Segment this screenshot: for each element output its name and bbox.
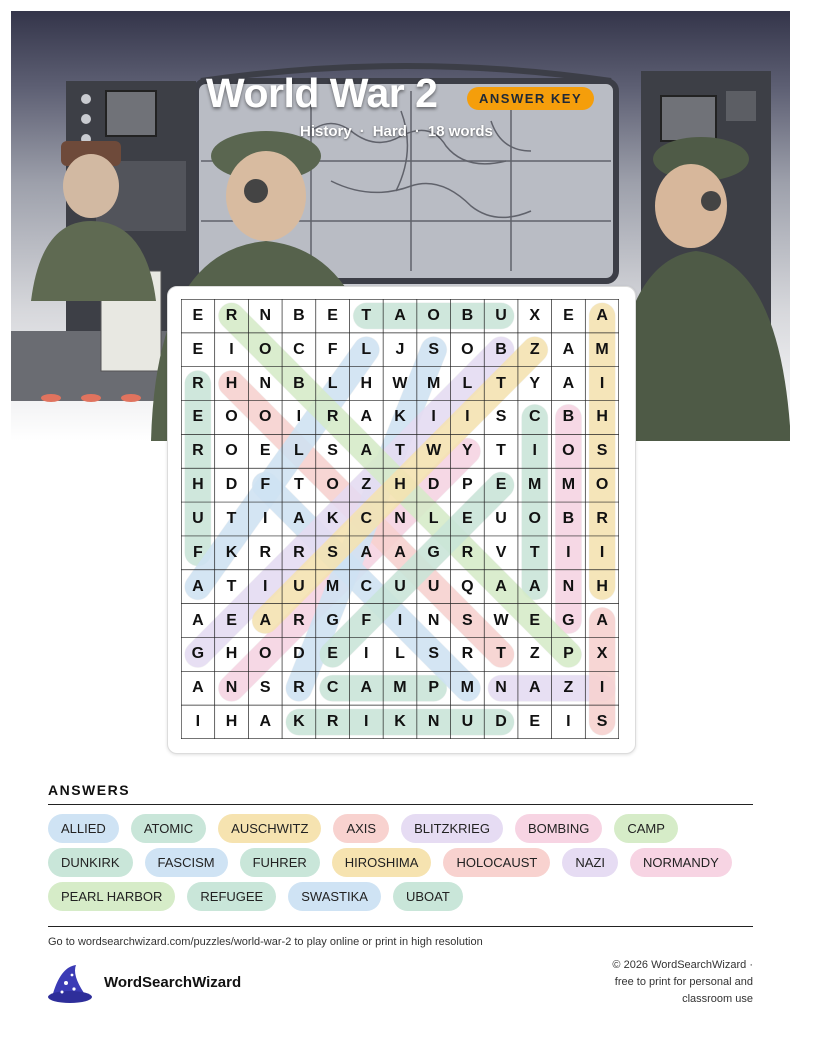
wizard-hat-icon bbox=[46, 963, 94, 1005]
grid-cell: F bbox=[260, 476, 271, 494]
grid-cell: E bbox=[327, 645, 338, 663]
grid-cell: G bbox=[191, 645, 205, 663]
grid-cell: L bbox=[361, 340, 372, 358]
brand-name: WordSearchWizard bbox=[104, 974, 242, 991]
grid-cell: J bbox=[395, 340, 405, 358]
grid-cell: N bbox=[427, 713, 440, 731]
grid-cell: P bbox=[462, 476, 473, 494]
difficulty-label: Hard bbox=[372, 123, 407, 140]
divider bbox=[48, 804, 753, 805]
grid-cell: R bbox=[461, 645, 474, 663]
grid-cell: R bbox=[293, 543, 305, 561]
copyright-text bbox=[560, 957, 753, 1008]
footer-url-text: Go to wordsearchwizard.com/puzzles/world-war-2 to play online or print in high resolution bbox=[48, 936, 483, 948]
grid-cell: I bbox=[397, 611, 403, 629]
grid-cell: O bbox=[595, 476, 609, 494]
grid-cell: R bbox=[259, 543, 271, 561]
grid-cell: U bbox=[293, 577, 305, 595]
grid-cell: P bbox=[428, 679, 439, 697]
grid-cell: C bbox=[360, 577, 373, 595]
grid-cell: L bbox=[395, 645, 405, 663]
grid-cell: N bbox=[427, 611, 440, 629]
grid-cell: I bbox=[262, 509, 268, 527]
grid-cell: U bbox=[427, 577, 440, 595]
grid-cell: F bbox=[361, 611, 372, 629]
grid-cell: H bbox=[225, 645, 238, 663]
answer-word: REFUGEE bbox=[187, 882, 276, 911]
answer-word: HIROSHIMA bbox=[332, 848, 432, 877]
grid-cell: Z bbox=[529, 645, 540, 663]
grid-cell: I bbox=[229, 340, 234, 358]
meta-separator: · bbox=[414, 123, 420, 140]
grid-cell: B bbox=[495, 340, 507, 358]
grid-cell: I bbox=[599, 543, 605, 561]
grid-cell: Q bbox=[461, 577, 474, 595]
grid-cell: C bbox=[528, 408, 541, 426]
answer-word: FUHRER bbox=[240, 848, 320, 877]
meta-separator: · bbox=[359, 123, 365, 140]
grid-cell: I bbox=[195, 713, 201, 731]
grid-cell: A bbox=[596, 611, 608, 629]
grid-cell: S bbox=[259, 679, 271, 697]
grid-cell: K bbox=[394, 408, 406, 426]
grid-cell: B bbox=[562, 408, 575, 426]
grid-cell: I bbox=[599, 679, 605, 697]
grid-cell: A bbox=[192, 577, 204, 595]
grid-cell: I bbox=[364, 645, 369, 663]
grid-cell: C bbox=[293, 340, 305, 358]
grid-cell: T bbox=[496, 442, 506, 460]
grid-cell: E bbox=[529, 713, 541, 731]
grid-cell: A bbox=[562, 374, 575, 392]
grid-cell: A bbox=[192, 679, 204, 697]
grid-cell: R bbox=[192, 374, 204, 392]
grid-cell: R bbox=[293, 679, 305, 697]
grid-cell: E bbox=[192, 408, 204, 426]
grid-cell: C bbox=[360, 509, 373, 527]
grid-cell: R bbox=[293, 611, 305, 629]
grid-cell: I bbox=[262, 577, 268, 595]
grid-cell: Z bbox=[361, 476, 372, 494]
grid-cell: O bbox=[528, 509, 541, 527]
grid-cell: L bbox=[327, 374, 338, 392]
grid-cell: S bbox=[327, 543, 338, 561]
grid-cell: W bbox=[426, 442, 442, 460]
grid-cell: O bbox=[326, 476, 339, 494]
grid-cell: Y bbox=[529, 374, 541, 392]
grid-cell: U bbox=[495, 509, 507, 527]
grid-cell: A bbox=[360, 408, 373, 426]
grid-cell: O bbox=[225, 442, 238, 460]
grid-cell: A bbox=[562, 340, 575, 358]
grid-cell: A bbox=[192, 611, 204, 629]
grid-cell: I bbox=[599, 374, 605, 392]
grid-cell: I bbox=[364, 713, 369, 731]
grid-cell: T bbox=[496, 374, 506, 392]
puzzle-meta bbox=[300, 123, 493, 140]
grid-letters bbox=[181, 299, 619, 739]
grid-cell: H bbox=[596, 408, 608, 426]
answer-key-badge: ANSWER KEY bbox=[467, 87, 594, 110]
grid-cell: M bbox=[528, 476, 542, 494]
grid-cell: S bbox=[495, 408, 507, 426]
grid-cell: T bbox=[529, 543, 540, 561]
grid-cell: U bbox=[495, 306, 507, 324]
grid-cell: T bbox=[226, 577, 237, 595]
grid-cell: S bbox=[462, 611, 473, 629]
answer-word: BOMBING bbox=[515, 814, 602, 843]
grid-cell: I bbox=[431, 408, 436, 426]
grid-cell: A bbox=[293, 509, 305, 527]
answer-word: AXIS bbox=[333, 814, 389, 843]
grid-cell: N bbox=[394, 509, 406, 527]
grid-cell: R bbox=[326, 408, 339, 426]
grid-cell: A bbox=[528, 577, 541, 595]
answer-word: BLITZKRIEG bbox=[401, 814, 503, 843]
grid-cell: I bbox=[532, 442, 537, 460]
grid-cell: P bbox=[563, 645, 574, 663]
grid-cell: O bbox=[258, 340, 272, 358]
grid-cell: E bbox=[529, 611, 541, 629]
grid-cell: N bbox=[259, 306, 271, 324]
grid-cell: B bbox=[461, 306, 474, 324]
grid-cell: A bbox=[259, 713, 271, 731]
grid-cell: H bbox=[225, 374, 238, 392]
answer-word: HOLOCAUST bbox=[443, 848, 550, 877]
grid-cell: K bbox=[394, 713, 406, 731]
answer-word: AUSCHWITZ bbox=[218, 814, 321, 843]
grid-cell: E bbox=[259, 442, 271, 460]
grid-cell: D bbox=[225, 476, 238, 494]
grid-cell: M bbox=[325, 577, 340, 595]
grid-cell: H bbox=[192, 476, 204, 494]
grid-cell: S bbox=[428, 645, 439, 663]
grid-cell: T bbox=[496, 645, 506, 663]
word-search-grid bbox=[181, 299, 619, 739]
grid-cell: L bbox=[294, 442, 304, 460]
grid-cell: V bbox=[495, 543, 507, 561]
grid-cell: I bbox=[566, 713, 571, 731]
grid-cell: Z bbox=[563, 679, 574, 697]
grid-cell: S bbox=[428, 340, 439, 358]
grid-cell: G bbox=[427, 543, 440, 561]
grid-cell: U bbox=[192, 509, 204, 527]
grid-cell: R bbox=[192, 442, 204, 460]
copyright-line: classroom use bbox=[682, 993, 753, 1005]
grid-cell: S bbox=[327, 442, 338, 460]
grid-cell: Y bbox=[462, 442, 473, 460]
answer-word: SWASTIKA bbox=[288, 882, 381, 911]
grid-cell: R bbox=[596, 509, 608, 527]
grid-cell: H bbox=[360, 374, 373, 392]
grid-cell: R bbox=[461, 543, 474, 561]
grid-cell: A bbox=[360, 442, 373, 460]
answer-word: UBOAT bbox=[393, 882, 463, 911]
grid-cell: L bbox=[462, 374, 473, 392]
grid-cell: O bbox=[562, 442, 575, 460]
divider bbox=[48, 926, 753, 927]
grid-cell: L bbox=[428, 509, 439, 527]
grid-cell: A bbox=[360, 543, 373, 561]
grid-cell: I bbox=[465, 408, 470, 426]
grid-cell: A bbox=[394, 306, 406, 324]
grid-cell: T bbox=[226, 509, 237, 527]
grid-cell: H bbox=[225, 713, 238, 731]
answer-word: ATOMIC bbox=[131, 814, 206, 843]
grid-cell: M bbox=[426, 374, 441, 392]
grid-cell: F bbox=[192, 543, 203, 561]
grid-cell: N bbox=[495, 679, 507, 697]
grid-cell: D bbox=[427, 476, 440, 494]
grid-cell: E bbox=[192, 340, 204, 358]
grid-cell: T bbox=[395, 442, 405, 460]
grid-cell: A bbox=[259, 611, 271, 629]
grid-cell: E bbox=[226, 611, 237, 629]
grid-cell: R bbox=[326, 713, 339, 731]
grid-cell: K bbox=[293, 713, 305, 731]
grid-cell: F bbox=[327, 340, 338, 358]
answer-word: NAZI bbox=[562, 848, 618, 877]
grid-cell: N bbox=[562, 577, 575, 595]
answer-word: PEARL HARBOR bbox=[48, 882, 175, 911]
grid-cell: E bbox=[192, 306, 204, 324]
word-count-label: 18 words bbox=[427, 123, 493, 140]
answer-word: NORMANDY bbox=[630, 848, 732, 877]
grid-cell: I bbox=[296, 408, 302, 426]
grid-cell: N bbox=[225, 679, 238, 697]
grid-cell: R bbox=[225, 306, 238, 324]
grid-cell: B bbox=[562, 509, 575, 527]
category-label: History bbox=[300, 123, 352, 140]
grid-cell: H bbox=[596, 577, 608, 595]
grid-cell: X bbox=[596, 645, 608, 663]
answer-word: ALLIED bbox=[48, 814, 119, 843]
grid-cell: T bbox=[361, 306, 372, 324]
copyright-line: © 2026 WordSearchWizard · bbox=[612, 959, 753, 971]
answer-word: CAMP bbox=[614, 814, 678, 843]
grid-cell: S bbox=[596, 442, 608, 460]
grid-cell: B bbox=[293, 374, 305, 392]
grid-cell: O bbox=[258, 408, 272, 426]
answers-heading: ANSWERS bbox=[48, 782, 131, 798]
grid-cell: A bbox=[528, 679, 541, 697]
grid-cell: M bbox=[595, 340, 609, 358]
grid-cell: B bbox=[293, 306, 305, 324]
grid-cell: A bbox=[495, 577, 507, 595]
grid-cell: X bbox=[529, 306, 541, 324]
grid-cell: E bbox=[563, 306, 574, 324]
answer-word: FASCISM bbox=[145, 848, 228, 877]
grid-cell: C bbox=[326, 679, 339, 697]
grid-cell: D bbox=[293, 645, 305, 663]
answer-word: DUNKIRK bbox=[48, 848, 133, 877]
grid-cell: A bbox=[394, 543, 406, 561]
grid-cell: I bbox=[566, 543, 571, 561]
grid-cell: S bbox=[596, 713, 608, 731]
answer-list bbox=[48, 814, 768, 911]
grid-cell: D bbox=[495, 713, 507, 731]
grid-cell: K bbox=[225, 543, 238, 561]
grid-cell: O bbox=[225, 408, 238, 426]
grid-cell: M bbox=[460, 679, 474, 697]
grid-cell: W bbox=[392, 374, 408, 392]
page-title: World War 2 bbox=[206, 70, 438, 116]
grid-cell: O bbox=[427, 306, 440, 324]
grid-cell: T bbox=[294, 476, 304, 494]
grid-cell: G bbox=[562, 611, 575, 629]
grid-cell: U bbox=[394, 577, 406, 595]
grid-cell: H bbox=[394, 476, 406, 494]
grid-cell: K bbox=[326, 509, 339, 527]
grid-cell: M bbox=[561, 476, 576, 494]
grid-cell: A bbox=[360, 679, 373, 697]
copyright-line: free to print for personal and bbox=[614, 976, 753, 988]
grid-cell: A bbox=[596, 306, 608, 324]
grid-cell: M bbox=[393, 679, 407, 697]
grid-cell: U bbox=[461, 713, 474, 731]
grid-cell: W bbox=[493, 611, 509, 629]
grid-cell: E bbox=[327, 306, 338, 324]
grid-cell: E bbox=[495, 476, 507, 494]
grid-cell: O bbox=[258, 645, 272, 663]
grid-cell: E bbox=[462, 509, 473, 527]
grid-cell: Z bbox=[529, 340, 540, 358]
grid-cell: G bbox=[326, 611, 339, 629]
grid-cell: O bbox=[461, 340, 474, 358]
grid-cell: N bbox=[259, 374, 271, 392]
